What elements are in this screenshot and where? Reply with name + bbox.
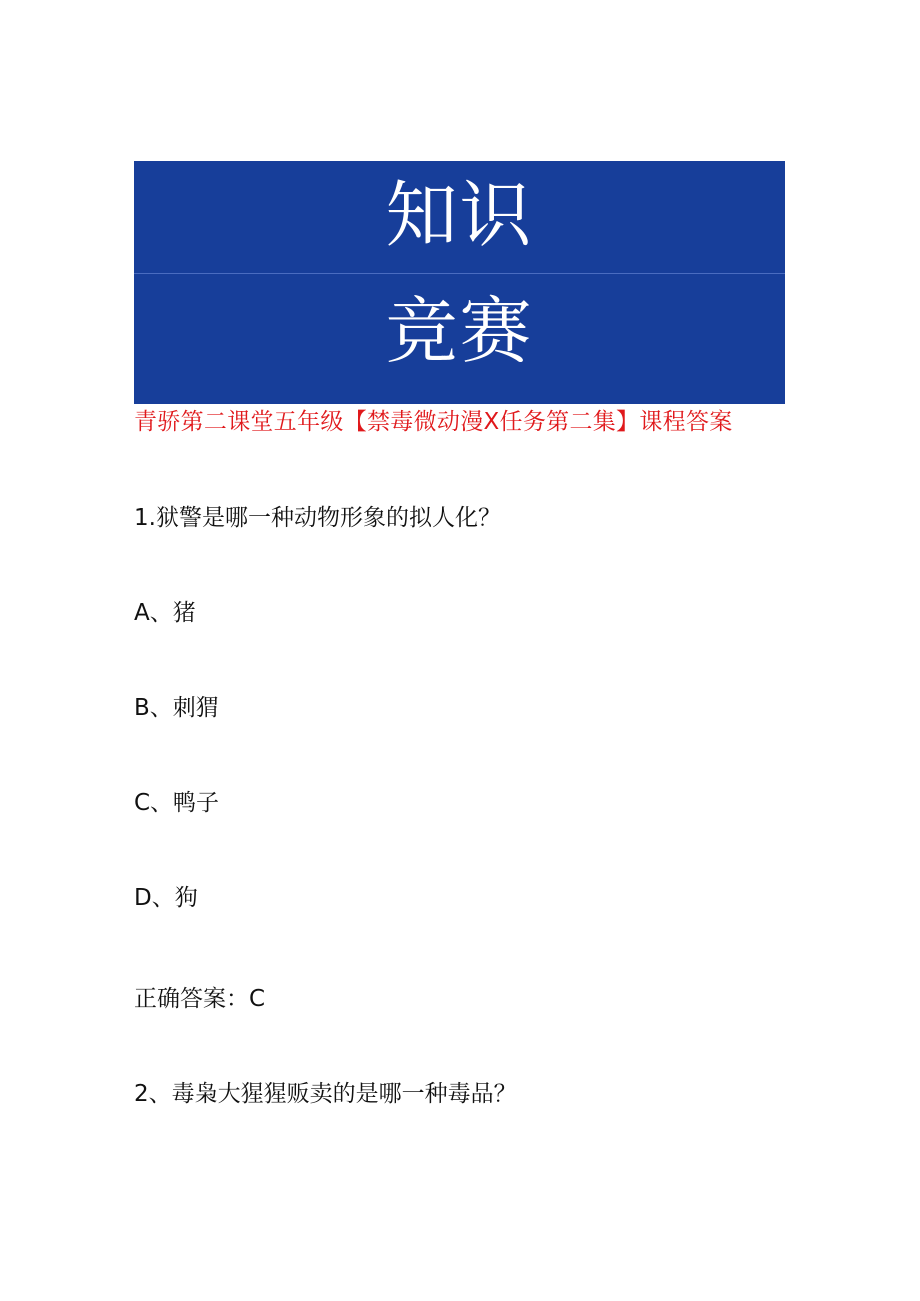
question-1-option-a: A、猪 (134, 600, 196, 626)
question-1-option-d: D、狗 (134, 885, 198, 911)
question-1-option-b: B、刺猬 (134, 695, 219, 721)
question-1-text: 1.狱警是哪一种动物形象的拟人化？ (134, 505, 501, 531)
document-subtitle: 青骄第二课堂五年级【禁毒微动漫Ⅹ任务第二集】课程答案 (134, 409, 733, 435)
banner-title-line-2: 竞赛 (385, 289, 534, 373)
question-1-option-c: C、鸭子 (134, 790, 220, 816)
question-2-text: 2、毒枭大猩猩贩卖的是哪一种毒品？ (134, 1081, 517, 1107)
banner-divider (134, 273, 785, 274)
title-banner (134, 161, 785, 404)
question-1-answer: 正确答案：C (134, 986, 266, 1012)
banner-title-line-1: 知识 (385, 173, 534, 257)
